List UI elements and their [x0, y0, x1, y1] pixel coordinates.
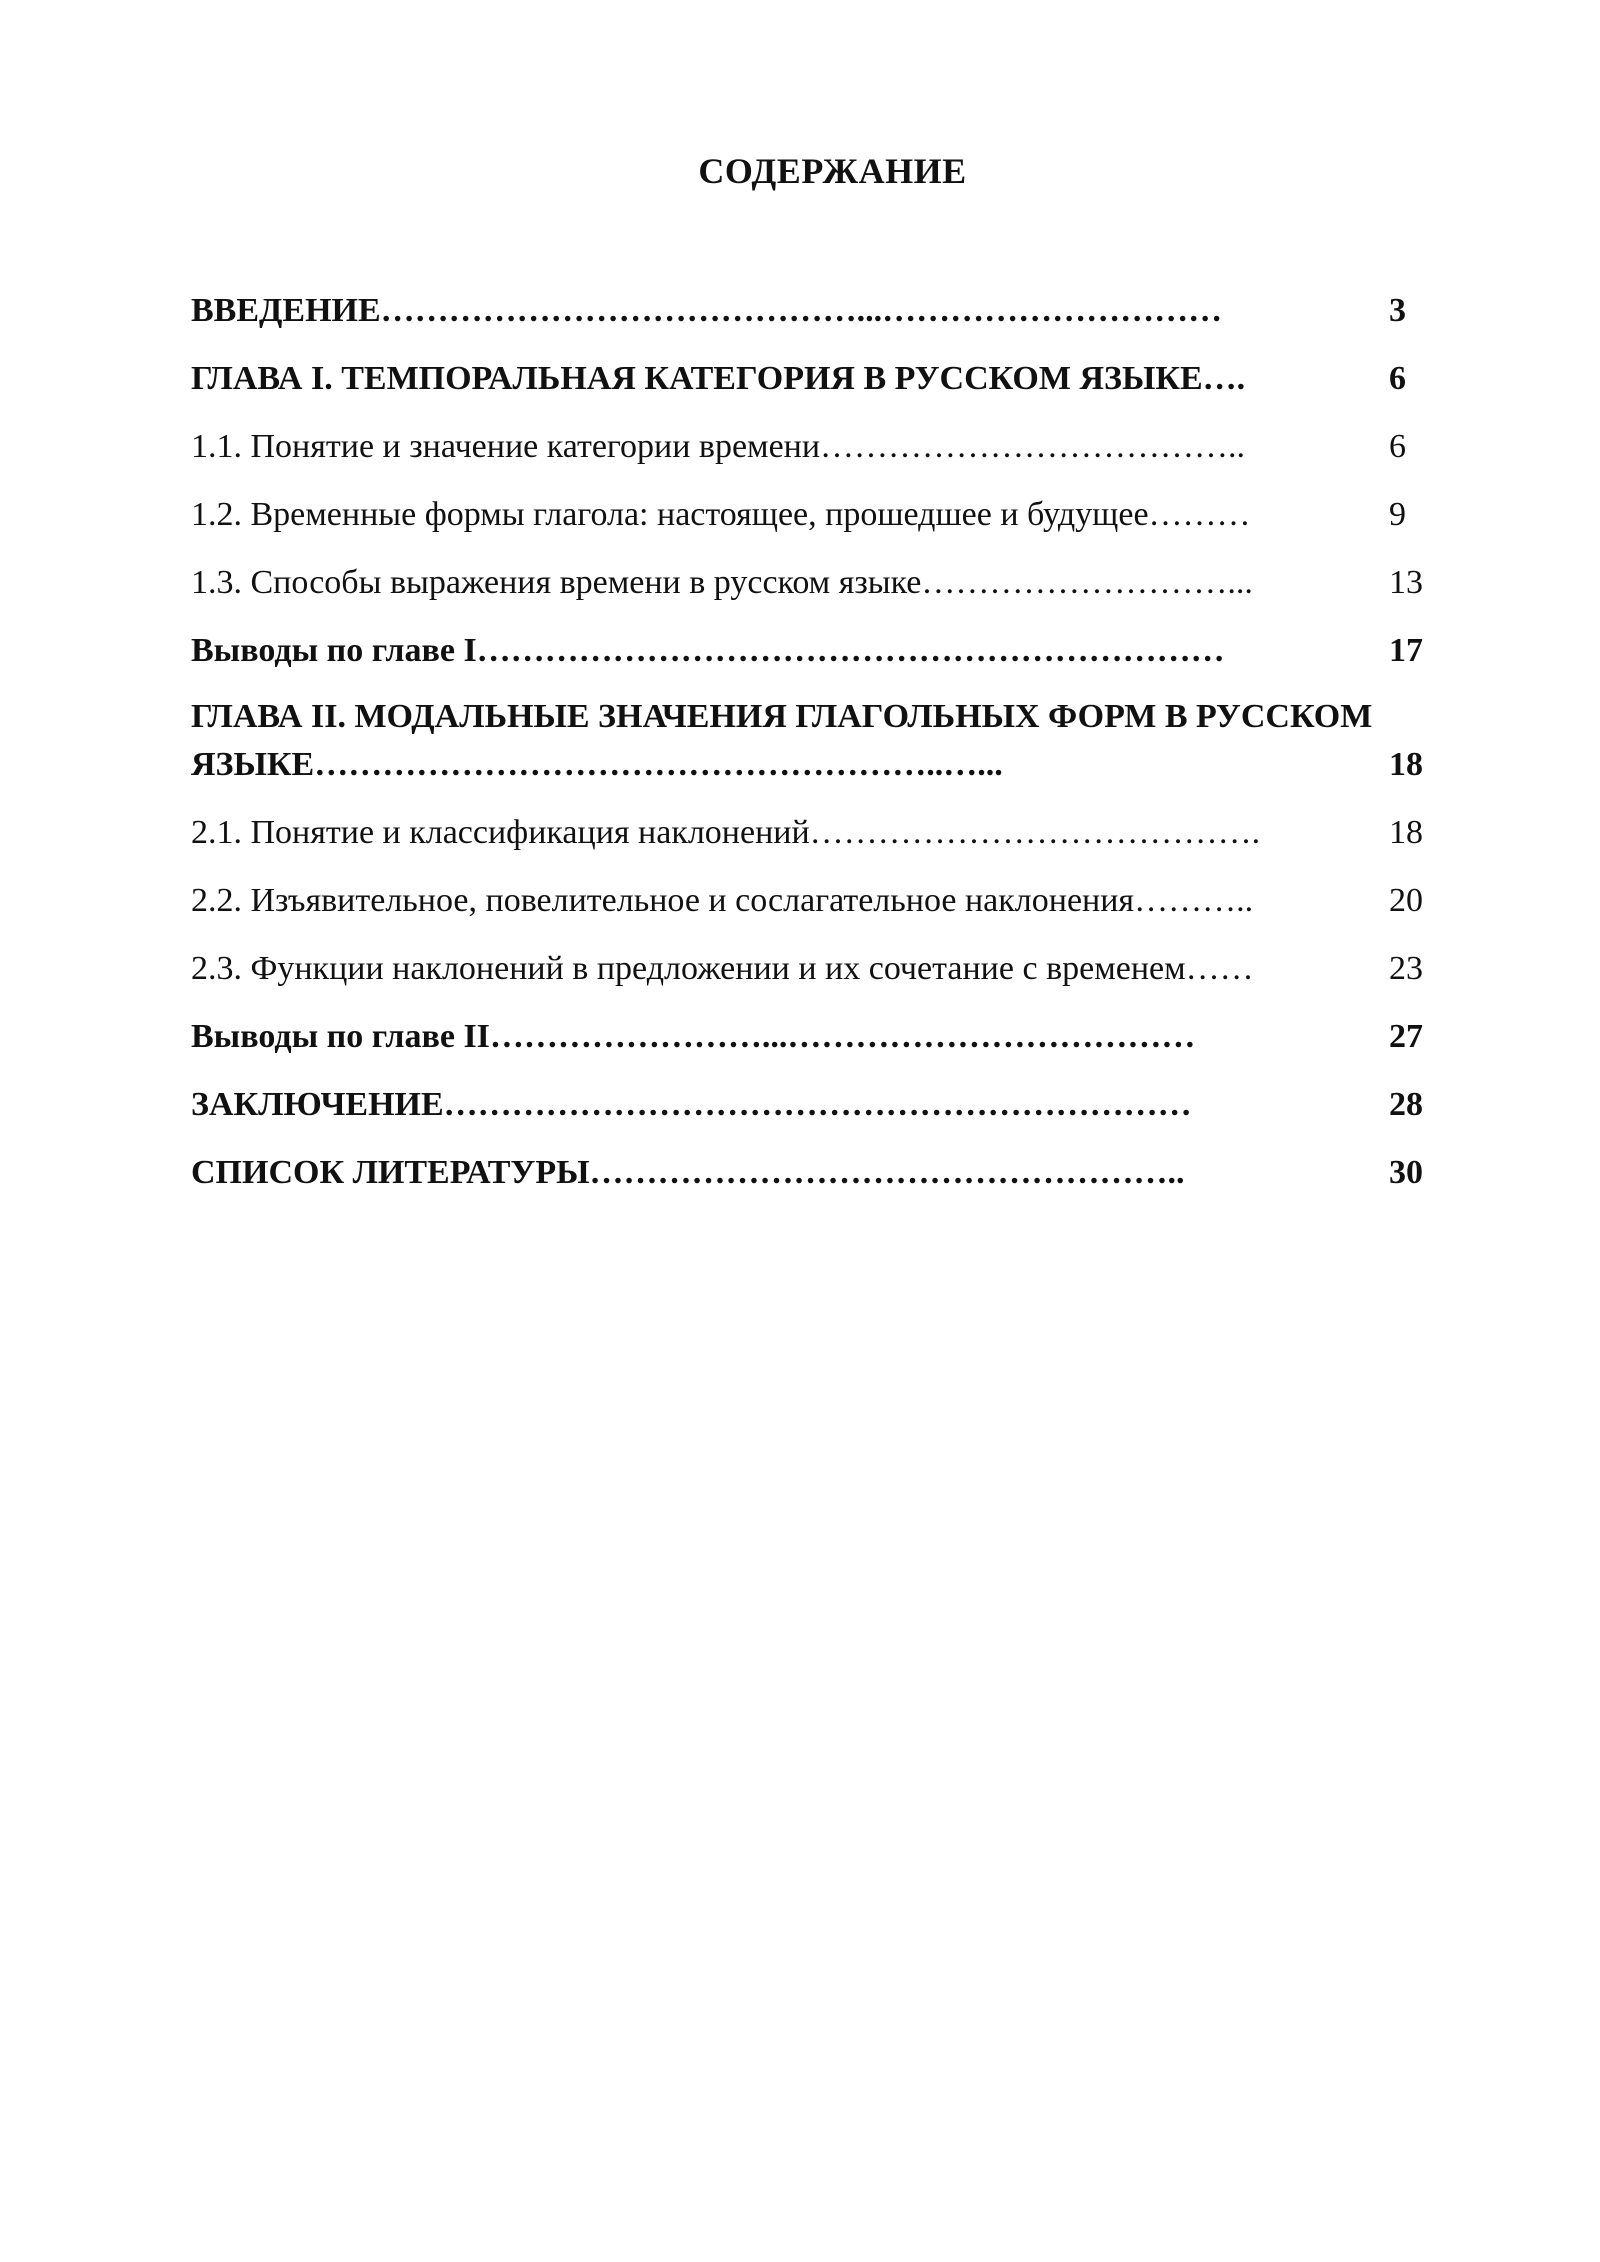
toc-entry-introduction [191, 285, 1447, 353]
toc-entry-text: ЗАКЛЮЧЕНИЕ………………………………………………………… [191, 1086, 1192, 1123]
toc-entry-page: 20 [1389, 882, 1423, 919]
toc-entry-chapter-2 [191, 693, 1447, 807]
toc-entry-page: 30 [1389, 1154, 1423, 1191]
toc-entry-text: ВВЕДЕНИЕ……………………………………...………………………… [191, 292, 1223, 329]
toc-entry-page: 17 [1389, 632, 1423, 669]
toc-entry-section-2-1 [191, 807, 1447, 875]
toc-entry-page: 18 [1389, 814, 1423, 851]
toc-entry-text: 2.2. Изъявительное, повелительное и сослагательное наклонения……….. [191, 882, 1254, 919]
toc-entry-section-1-2 [191, 489, 1447, 557]
toc-entry-page: 27 [1389, 1018, 1423, 1055]
toc-entry-page: 3 [1389, 292, 1406, 329]
toc-entry-text: 1.2. Временные формы глагола: настоящее, прошедшее и будущее……… [191, 496, 1251, 533]
toc-entry-page: 23 [1389, 950, 1423, 987]
toc-entry-conclusions-chapter-1 [191, 625, 1447, 693]
table-of-contents [191, 285, 1447, 1215]
toc-entry-page: 28 [1389, 1086, 1423, 1123]
toc-entry-bibliography [191, 1147, 1447, 1215]
page-title: СОДЕРЖАНИЕ [698, 151, 967, 191]
toc-entry-conclusions-chapter-2 [191, 1011, 1447, 1079]
toc-entry-text: ГЛАВА II. МОДАЛЬНЫЕ ЗНАЧЕНИЯ ГЛАГОЛЬНЫХ ФОРМ В РУССКОМ ЯЗЫКЕ………………………………………………..…... [191, 698, 1373, 783]
toc-entry-text: 1.1. Понятие и значение категории времени……………………………….. [191, 428, 1246, 465]
toc-entry-conclusion [191, 1079, 1447, 1147]
toc-entry-chapter-1 [191, 353, 1447, 421]
toc-entry-text: 2.1. Понятие и классификация наклонений…………………………………. [191, 814, 1261, 851]
toc-entry-text: СПИСОК ЛИТЕРАТУРЫ…………………………………………….. [191, 1154, 1185, 1191]
toc-entry-page: 9 [1389, 496, 1406, 533]
toc-entry-page: 6 [1389, 360, 1406, 397]
toc-entry-page: 13 [1389, 564, 1423, 601]
toc-entry-text: Выводы по главе I………………………………………………………… [191, 632, 1225, 669]
toc-entry-section-1-1 [191, 421, 1447, 489]
toc-entry-text: 2.3. Функции наклонений в предложении и их сочетание с временем…… [191, 950, 1254, 987]
toc-entry-text: ГЛАВА I. ТЕМПОРАЛЬНАЯ КАТЕГОРИЯ В РУССКОМ ЯЗЫКЕ…. [191, 360, 1246, 397]
toc-entry-section-1-3 [191, 557, 1447, 625]
toc-entry-text: Выводы по главе II……………………...……………………………… [191, 1018, 1196, 1055]
toc-entry-text: 1.3. Способы выражения времени в русском языке………………………... [191, 564, 1253, 601]
toc-entry-section-2-2 [191, 875, 1447, 943]
toc-entry-page: 6 [1389, 428, 1406, 465]
toc-entry-section-2-3 [191, 943, 1447, 1011]
toc-entry-page: 18 [1389, 746, 1423, 783]
